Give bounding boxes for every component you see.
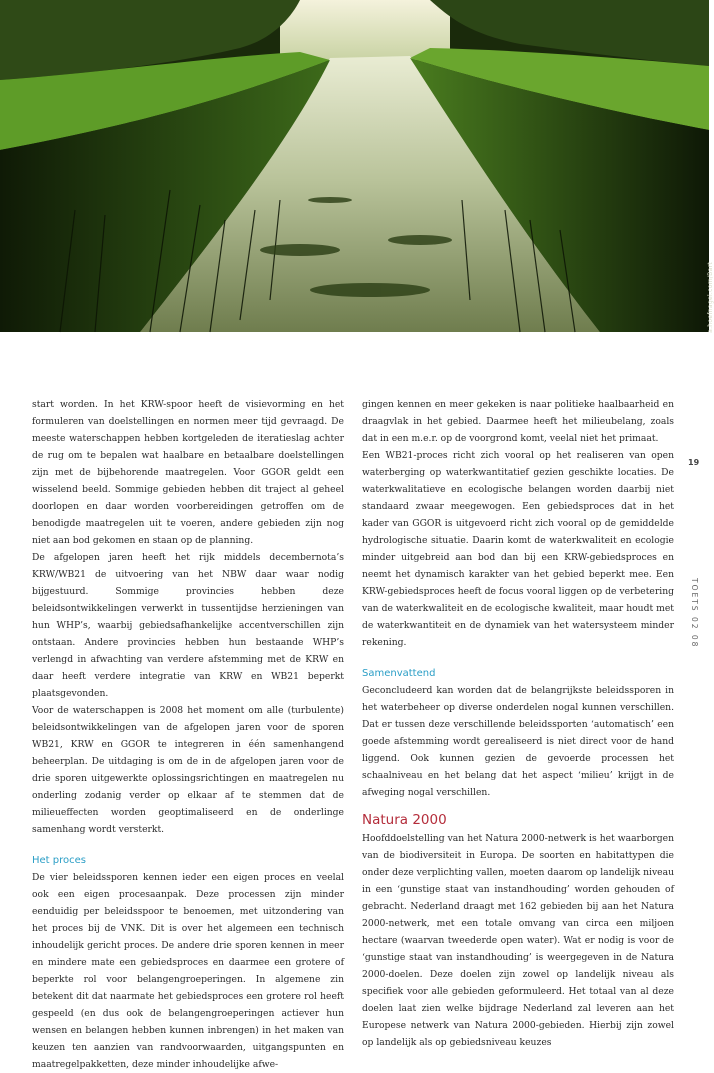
paragraph: Hoofddoelstelling van het Natura 2000-netwerk is het waarborgen van de biodiversiteit in Europa. De soorten en habitattypen die onder deze verplichting vallen, moeten daarom op landelijk niveau in een ‘gunstige staat van instandhouding’ worden gehouden of gebracht. Nederland draagt met 162 gebieden bij aan het Natura 2000-netwerk, met een totale omvang van circa een miljoen hectare (waarvan tweederde open water). Wat er nodig is voor de ‘gunstige staat van instandhouding’ is weergegeven in de Natura 2000-doelen. Deze doelen zijn zowel op landelijk niveau als specifiek voor alle gebieden geformuleerd. Het totaal van al deze doelen laat zien welke bijdrage Nederland zal leveren aan het Europese netwerk van Natura 2000-gebieden. Hierbij zijn zowel op landelijk als op gebiedsniveau keuzes <box>362 833 674 1048</box>
paragraph: De afgelopen jaren heeft het rijk middels decembernota’s KRW/WB21 de uitvoering van het NBW daar waar nodig bijgestuurd. Sommige provincies hebben deze beleidsontwikkelingen verwerkt in tussentijdse herzieningen van hun WHP’s, waarbij gebiedsafhankelijke accentverschillen zijn ontstaan. Andere provincies hebben hun bestaande WHP’s verlengd in afwachting van verdere afstemming met de KRW en daar heeft verdere integratie van KRW en WB21 beperkt plaatsgevonden. <box>32 552 344 699</box>
paragraph: Een WB21-proces richt zich vooral op het realiseren van open waterberging op waterkwantitatief gezien geschikte locaties. De waterkwalitatieve en ecologische belangen worden daarbij niet standaard zwaar meegewogen. Een gebiedsproces dat in het kader van GGOR is uitgevoerd richt zich vooral op de gemiddelde hydrologische situatie. Daarin komt de waterkwaliteit en ecologie minder uitgebreid aan bod dan bij een KRW-gebiedsproces en neemt het dynamisch karakter van het gebied beperkt mee. Een KRW-gebiedsproces heeft de focus vooral liggen op de verbetering van de waterkwaliteit en de ecologische kwaliteit, maar houdt met de waterkwantiteit en de dynamiek van het watersysteem minder rekening. <box>362 450 674 648</box>
journal-name: TOETS 02 08 <box>690 578 699 649</box>
section-heading-samenvattend: Samenvattend <box>362 668 436 679</box>
section-heading-natura-2000: Natura 2000 <box>362 812 447 828</box>
left-column <box>32 396 344 1073</box>
paragraph: Voor de waterschappen is 2008 het moment om alle (turbulente) beleidsontwikkelingen van de afgelopen jaren voor de sporen WB21, KRW en GGOR te integreren in één samenhangend beheerplan. De uitdaging is om de in de afgelopen jaren voor de drie sporen uitgewerkte oplossingsrichtingen en maatregelen nu onderling zodanig verder op elkaar af te stemmen dat de milieueffecten worden geoptimaliseerd en de onderlinge samenhang wordt versterkt. <box>32 705 344 835</box>
photo-credit: a.hoefnagel.com/Bart <box>707 262 714 333</box>
section-heading-het-proces: Het proces <box>32 855 86 866</box>
paragraph: Geconcludeerd kan worden dat de belangrijkste beleidssporen in het waterbeheer op diverse onderdelen nogal kunnen verschillen. Dat er tussen deze verschillende beleidssporten ‘automatisch’ een goede afstemming wordt gerealiseerd is niet direct voor de hand liggend. Ook kunnen gezien de gevoerde processen het schaalniveau en het belang dat het aspect ‘milieu’ krijgt in de afweging nogal verschillen. <box>362 685 674 798</box>
paragraph: gingen kennen en meer gekeken is naar politieke haalbaarheid en draagvlak in het gebied. Daarmee heeft het milieubelang, zoals dat in een m.e.r. op de voorgrond komt, veelal niet het primaat. <box>362 399 674 444</box>
right-column <box>362 396 674 1051</box>
canal-landscape-photo <box>0 0 714 333</box>
page-number: 19 <box>688 458 700 467</box>
paragraph: start worden. In het KRW-spoor heeft de visievorming en het formuleren van doelstellingen en normen meer tijd gevraagd. De meeste waterschappen hebben kortgeleden de iteratieslag achter de rug om te bepalen wat haalbare en betaalbare doelstellingen zijn met de bijbehorende maatregelen. Voor GGOR geldt een wisselend beeld. Sommige gebieden hebben dit traject al geheel doorlopen en daar worden voorbereidingen getroffen om de benodigde maatregelen uit te voeren, andere gebieden zijn nog niet aan bod gekomen en staan op de planning. <box>32 399 344 546</box>
paragraph: De vier beleidssporen kennen ieder een eigen proces en veelal ook een eigen procesaanpak. Deze processen zijn minder eenduidig per beleidsspoor te benoemen, met uitzondering van het proces bij de VNK. Dit is over het algemeen een technisch inhoudelijk gericht proces. De andere drie sporen kennen in meer en mindere mate een gebiedsproces en daarmee een grotere of beperkte rol voor belangengroeperingen. In algemene zin betekent dit dat naarmate het gebiedsproces een grotere rol heeft gespeeld (en dus ook de belangengroeperingen actiever hun wensen en belangen hebben kunnen inbrengen) in het maken van keuzen ten aanzien van randvoorwaarden, uitgangspunten en maatregelpakketten, deze minder inhoudelijke afwe- <box>32 872 344 1070</box>
